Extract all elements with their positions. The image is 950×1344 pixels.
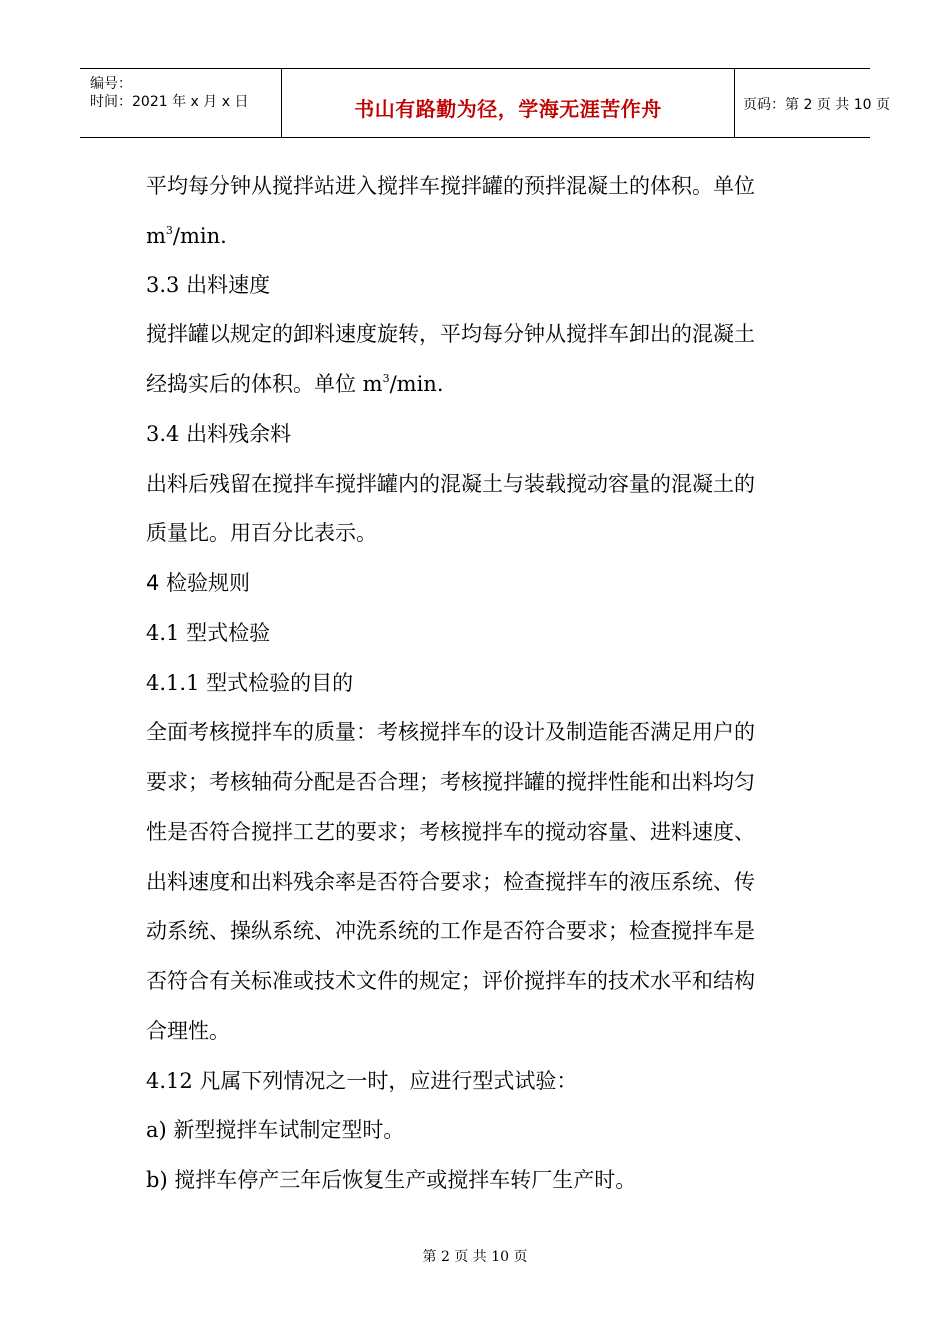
- header-page-info: 页码：第 2 页 共 10 页: [743, 97, 890, 113]
- header-page-cell: [735, 69, 890, 137]
- list-item: b) 搅拌车停产三年后恢复生产或搅拌车转厂生产时。: [146, 1168, 637, 1192]
- section-heading: 3.3 出料速度: [146, 273, 271, 297]
- paragraph-line: 出料后残留在搅拌车搅拌罐内的混凝土与装载搅动容量的混凝土的: [146, 472, 755, 496]
- paragraph-line: 出料速度和出料残余率是否符合要求；检查搅拌车的液压系统、传: [146, 870, 755, 894]
- paragraph-line: 平均每分钟从搅拌站进入搅拌车搅拌罐的预拌混凝土的体积。单位: [146, 174, 755, 198]
- section-heading: 4.1 型式检验: [146, 621, 271, 645]
- paragraph-line: 性是否符合搅拌工艺的要求；考核搅拌车的搅动容量、进料速度、: [146, 820, 755, 844]
- page-header: [80, 68, 890, 138]
- page-footer: 第 2 页 共 10 页: [422, 1249, 528, 1265]
- header-meta-cell: [80, 69, 282, 137]
- unit-superscript: 3: [382, 372, 390, 385]
- paragraph-line: [146, 370, 444, 398]
- paragraph-line: 全面考核搅拌车的质量：考核搅拌车的设计及制造能否满足用户的: [146, 720, 755, 744]
- paragraph-line: 质量比。用百分比表示。: [146, 521, 377, 545]
- list-item: a) 新型搅拌车试制定型时。: [146, 1118, 405, 1142]
- unit-superscript: 3: [165, 224, 173, 237]
- paragraph-line: 要求；考核轴荷分配是否合理；考核搅拌罐的搅拌性能和出料均匀: [146, 770, 755, 794]
- section-heading: 3.4 出料残余料: [146, 422, 292, 446]
- paragraph-line: 合理性。: [146, 1019, 230, 1043]
- paragraph-line: 搅拌罐以规定的卸料速度旋转，平均每分钟从搅拌车卸出的混凝土: [146, 322, 755, 346]
- document-date-label: 时间：2021 年 x 月 x 日: [90, 94, 249, 110]
- header-motto: 书山有路勤为径，学海无涯苦作舟: [354, 97, 662, 121]
- chapter-heading: 4 检验规则: [146, 571, 251, 595]
- section-heading: 4.12 凡属下列情况之一时，应进行型式试验：: [146, 1069, 578, 1093]
- unit-text: m: [146, 224, 166, 248]
- section-heading: 4.1.1 型式检验的目的: [146, 671, 354, 695]
- document-number-label: 编号：: [90, 76, 132, 92]
- paragraph-text: 经捣实后的体积。单位 m: [146, 372, 383, 396]
- header-motto-cell: [282, 69, 735, 137]
- unit-text: /min.: [172, 224, 227, 248]
- paragraph-line: 动系统、操纵系统、冲洗系统的工作是否符合要求；检查搅拌车是: [146, 919, 755, 943]
- paragraph-line: 否符合有关标准或技术文件的规定；评价搅拌车的技术水平和结构: [146, 969, 755, 993]
- unit-text: /min.: [389, 372, 444, 396]
- paragraph-line: [146, 222, 227, 250]
